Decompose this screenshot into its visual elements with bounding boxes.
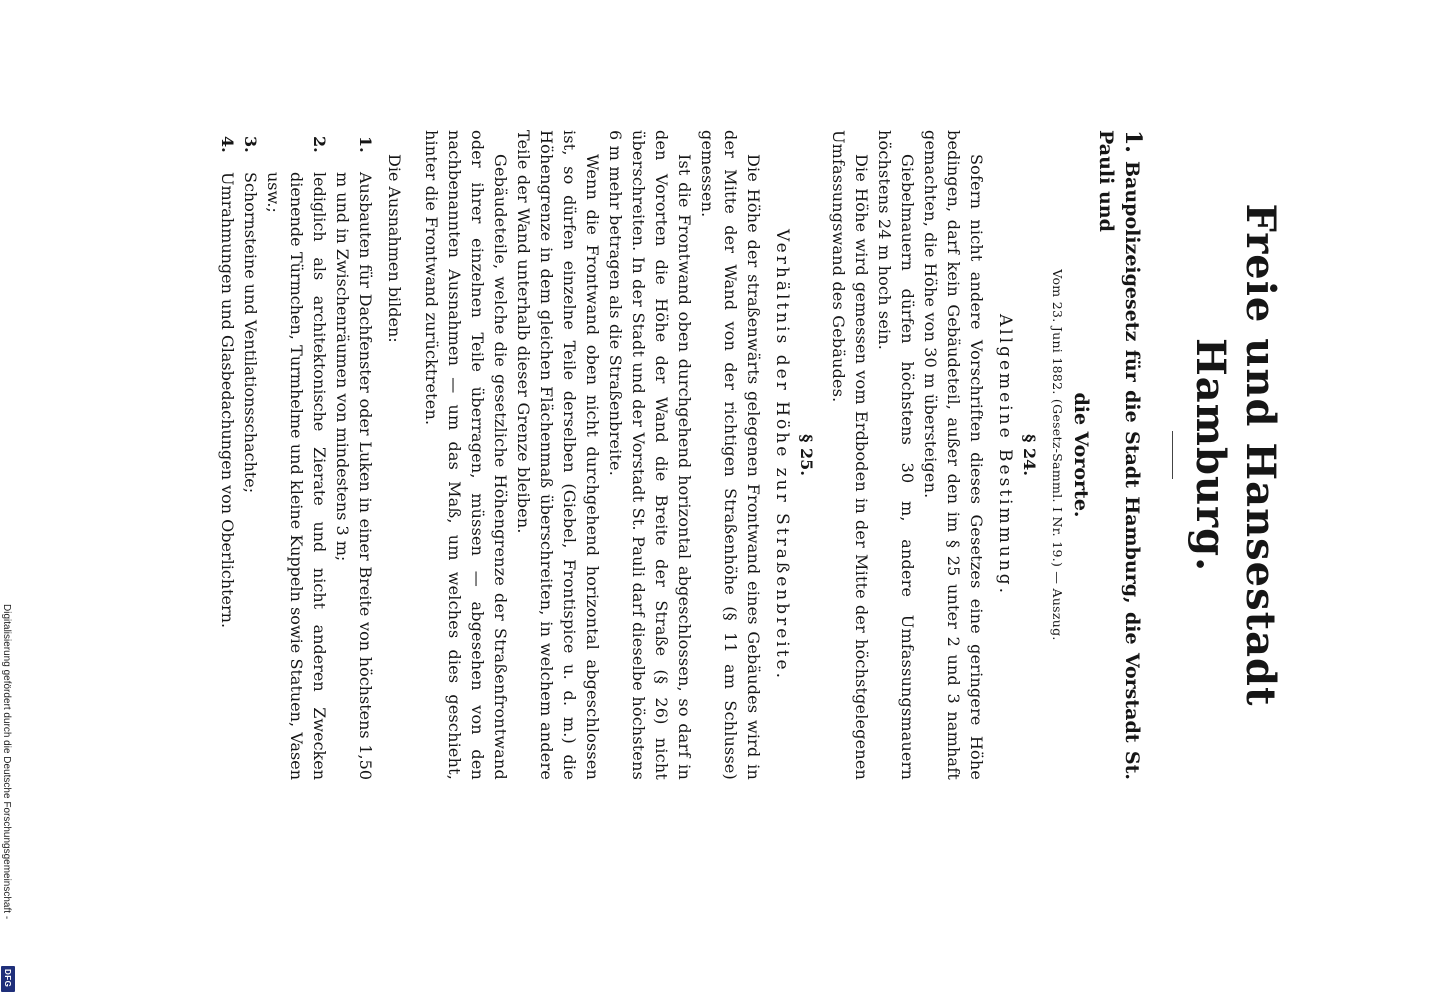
main-title: Freie und Hansestadt Hamburg. bbox=[1187, 203, 1284, 707]
law-title bbox=[1093, 130, 1146, 780]
list-item bbox=[239, 130, 262, 780]
dfg-logo-icon bbox=[1, 966, 15, 992]
list-item-text: Ausbauten für Dachfenster oder Luken in einer Breite von höchstens 1,50 m und in Zwischenräumen von mindestens 3 m; bbox=[333, 172, 375, 780]
section-24-paragraph: Sofern nicht andere Vorschriften dieses Gesetzes eine geringere Höhe bedingen, darf kein Gebäudeteil, außer den im § 25 unter 2 und 3 namhaft gemachten, die Höhe von 30 m übersteigen. bbox=[921, 130, 986, 780]
digitization-credit bbox=[0, 0, 16, 1000]
law-title-line1: Baupolizeigesetz für die Stadt Hamburg, die Vorstadt St. Pauli und bbox=[1095, 130, 1143, 780]
exceptions-intro: Die Ausnahmen bilden: bbox=[385, 154, 404, 343]
list-item-number: 4. bbox=[218, 136, 237, 153]
section-25-number: § 25. bbox=[797, 434, 816, 476]
list-item bbox=[331, 130, 377, 780]
law-title-line2: die Vororte. bbox=[1070, 392, 1092, 518]
list-item-text: lediglich als architektonische Zierate und nicht anderen Zwecken dienende Türmchen, Turmhelme und kleine Kuppeln sowie Statuen, Vasen usw.; bbox=[264, 172, 329, 780]
section-25-heading: Verhältnis der Höhe zur Straßenbreite. bbox=[772, 228, 792, 682]
exceptions-list bbox=[216, 130, 377, 780]
section-24-paragraph: Giebelmauern dürfen höchstens 30 m, andere Umfassungsmauern höchstens 24 m hoch sein. bbox=[875, 130, 917, 780]
list-item bbox=[216, 130, 239, 780]
section-25-paragraph: Die Höhe der straßenwärts gelegenen Frontwand eines Gebäudes wird in der Mitte der Wand von der richtigen Straßenhöhe (§ 11 am Schlusse) gemessen. bbox=[698, 130, 763, 780]
credit-text: Digitalisierung gefördert durch die Deutsche Forschungsgemeinschaft - bbox=[1, 604, 12, 920]
title-rule bbox=[1172, 431, 1173, 479]
section-25-paragraph: Gebäudeteile, welche die gesetzliche Höhengrenze der Straßenfrontwand oder ihrer einzelnen Teile überragen, müssen — abgesehen von den nachbenannten Ausnahmen — um das Maß, um welches dies geschieht, hinter die Frontwand zurücktreten. bbox=[422, 130, 510, 780]
law-number: 1. bbox=[1120, 130, 1146, 153]
section-24-number: § 24. bbox=[1020, 434, 1039, 476]
dfg-logo-text: DFG bbox=[3, 969, 12, 988]
list-item-text: Umrahmungen und Glasbedachungen von Oberlichtern. bbox=[218, 172, 237, 629]
list-item-number: 2. bbox=[310, 136, 329, 153]
law-date: Vom 23. Juni 1882. (Gesetz-Samml. I Nr. 19.) — Auszug. bbox=[1050, 269, 1065, 641]
section-25-paragraph: Ist die Frontwand oben durchgehend horizontal abgeschlossen, so darf in den Vororten die Höhe der Wand die Breite der Straße (§ 26) nicht überschreiten. In der Stadt und der Vorstadt St. Pauli darf dieselbe höchstens 6 m mehr betragen als die Straßenbreite. bbox=[606, 130, 694, 780]
list-item-number: 3. bbox=[241, 136, 260, 153]
section-25-paragraph: Wenn die Frontwand oben nicht durchgehend horizontal abgeschlossen ist, so dürfen einzelne Teile derselben (Giebel, Frontispice u. d. m.) die Höhengrenze in dem gleichen Flächenmaß überschreiten, in welchem andere Teile der Wand unterhalb dieser Grenze bleiben. bbox=[514, 130, 602, 780]
section-24-paragraph: Die Höhe wird gemessen vom Erdboden in der Mitte der höchstgelegenen Umfassungswand des Gebäudes. bbox=[829, 130, 871, 780]
list-item-number: 1. bbox=[356, 136, 375, 153]
section-24-heading: Allgemeine Bestimmung. bbox=[995, 313, 1015, 597]
list-item bbox=[262, 130, 331, 780]
document-page bbox=[185, 130, 1285, 780]
list-item-text: Schornsteine und Ventilationsschachte; bbox=[241, 172, 260, 494]
